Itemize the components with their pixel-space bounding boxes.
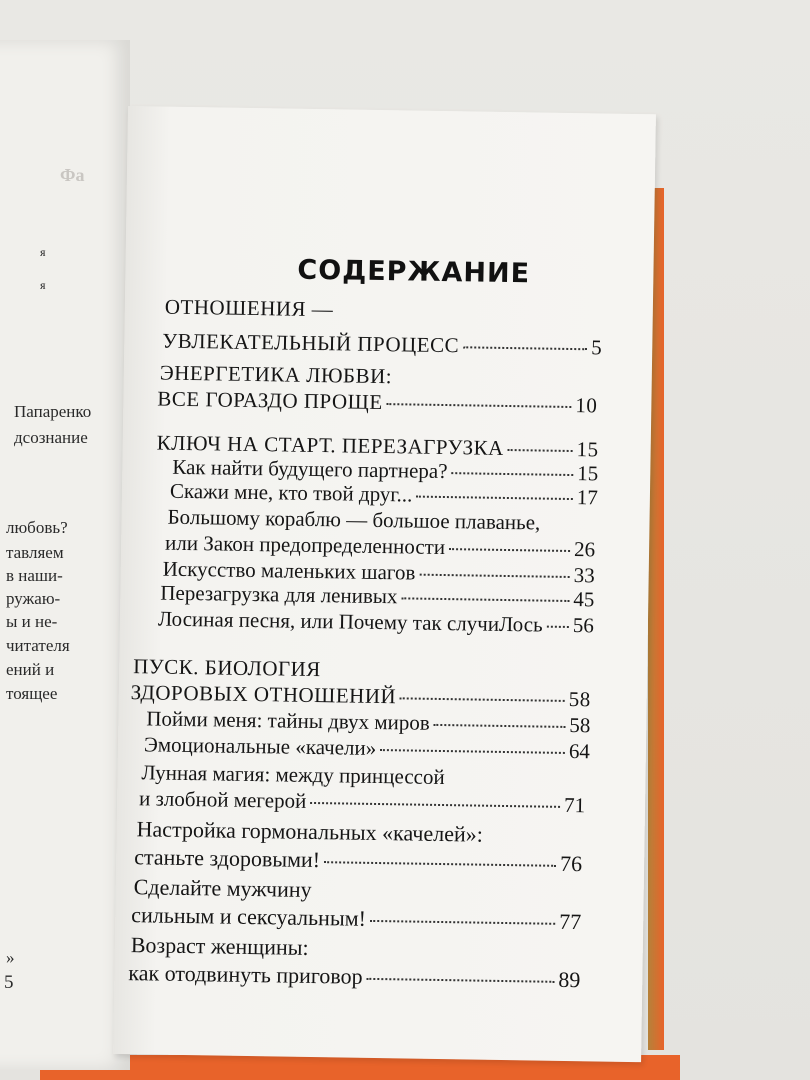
toc-page xyxy=(113,106,656,1062)
toc-entry-line xyxy=(128,960,580,993)
leader-dots xyxy=(324,861,556,867)
left-page-fragment: в наши- xyxy=(6,566,63,585)
toc-entry-title: ЭНЕРГЕТИКА ЛЮБВИ: xyxy=(159,360,393,389)
toc-entry-title: Пойми меня: тайны двух миров xyxy=(146,706,430,735)
toc-page-number: 15 xyxy=(576,437,599,462)
toc-entry-title: или Закон предопределенности xyxy=(164,530,446,560)
leader-dots xyxy=(463,346,587,350)
left-page-fragment: читателя xyxy=(6,636,70,655)
toc-entry-title: ПУСК. БИОЛОГИЯ xyxy=(133,654,321,682)
toc-entry-title: станьте здоровыми! xyxy=(134,844,321,873)
toc-entry-title: ВСЕ ГОРАЗДО ПРОЩЕ xyxy=(157,386,383,415)
toc-entry-title: Лосиная песня, или Почему так случиЛось xyxy=(157,606,543,637)
leader-dots xyxy=(367,978,555,983)
toc-entry-title: Как найти будущего партнера? xyxy=(172,454,448,484)
leader-dots xyxy=(416,496,573,500)
toc-page-number: 76 xyxy=(559,850,583,877)
left-page-fragment: ы и не- xyxy=(6,612,58,631)
toc-entry-title: Большому кораблю — большое плаванье, xyxy=(167,504,541,535)
leader-dots xyxy=(434,724,566,728)
toc-page-number: 89 xyxy=(558,966,581,993)
toc-entry-title: как отодвинуть приговор xyxy=(128,960,363,989)
leader-dots xyxy=(380,749,565,754)
toc-entry-title: Возраст женщины: xyxy=(130,932,309,960)
toc-page-number: 71 xyxy=(563,792,586,818)
toc-page-number: 15 xyxy=(577,461,599,486)
page-title: СОДЕРЖАНИЕ xyxy=(297,254,531,290)
left-page-fragment: тоящее xyxy=(6,684,58,703)
left-page-fragment: тавляем xyxy=(6,543,64,562)
toc-page-number: 10 xyxy=(575,393,598,418)
toc-page-number: 56 xyxy=(572,613,595,638)
left-page-number: 5 xyxy=(4,972,14,993)
toc-entry-title: Эмоциональные «качели» xyxy=(143,732,377,760)
toc-entry-line xyxy=(165,295,605,327)
left-page-fragment: я xyxy=(40,245,46,259)
left-page-fragment: Папаренко xyxy=(14,402,92,421)
leader-dots xyxy=(400,697,565,702)
left-page-fragment: ений и xyxy=(6,660,55,679)
leader-dots xyxy=(419,574,569,578)
toc-page-number: 58 xyxy=(569,713,591,738)
toc-page-number: 17 xyxy=(576,485,599,510)
toc-entry-title: КЛЮЧ НА СТАРТ. ПЕРЕЗАГРУЗКА xyxy=(156,430,505,460)
toc-entry-title: Искусство маленьких шагов xyxy=(162,556,416,585)
toc-entry-title: Перезагрузка для ленивых xyxy=(160,580,398,609)
toc-entry-title: УВЛЕКАТЕЛЬНЫЙ ПРОЦЕСС xyxy=(162,328,460,358)
toc-entry-line xyxy=(162,329,602,361)
left-page-fragment: я xyxy=(40,278,46,292)
leader-dots xyxy=(387,403,572,408)
toc-entry-title: ОТНОШЕНИЯ — xyxy=(164,294,334,322)
left-page-fragment: » xyxy=(6,948,15,967)
toc-entry-line xyxy=(134,844,582,877)
leader-dots xyxy=(508,449,573,452)
toc-entry-title: и злобной мегерой xyxy=(138,786,307,813)
left-page-fragment: дсознание xyxy=(14,428,88,447)
leader-dots xyxy=(547,626,569,628)
leader-dots xyxy=(401,597,569,602)
toc-page-number: 5 xyxy=(591,335,603,360)
toc-page-number: 64 xyxy=(568,739,591,764)
toc-page-number: 45 xyxy=(573,587,595,612)
left-page-fragment: любовь? xyxy=(6,518,68,537)
toc-page-number: 26 xyxy=(573,537,596,562)
leader-dots xyxy=(451,472,573,476)
leader-dots xyxy=(449,548,570,552)
toc-entry-title: ЗДОРОВЫХ ОТНОШЕНИЙ xyxy=(130,680,397,709)
toc-entry-title: сильным и сексуальным! xyxy=(131,902,367,931)
leader-dots xyxy=(370,920,555,925)
toc-entry-title: Скажи мне, кто твой друг... xyxy=(169,478,413,507)
toc-page-number: 77 xyxy=(559,908,582,935)
toc-page-number: 58 xyxy=(568,686,591,712)
toc-entry-title: Настройка гормональных «качелей»: xyxy=(136,816,484,847)
toc-entry-title: Лунная магия: между принцессой xyxy=(141,760,445,790)
toc-page-number: 33 xyxy=(573,563,595,588)
left-page-faint-text: Фа xyxy=(60,165,85,185)
toc-entry-line xyxy=(131,902,581,935)
leader-dots xyxy=(310,802,560,808)
left-page-fragment: ружаю- xyxy=(6,589,61,608)
toc-entry-title: Сделайте мужчину xyxy=(133,874,312,902)
